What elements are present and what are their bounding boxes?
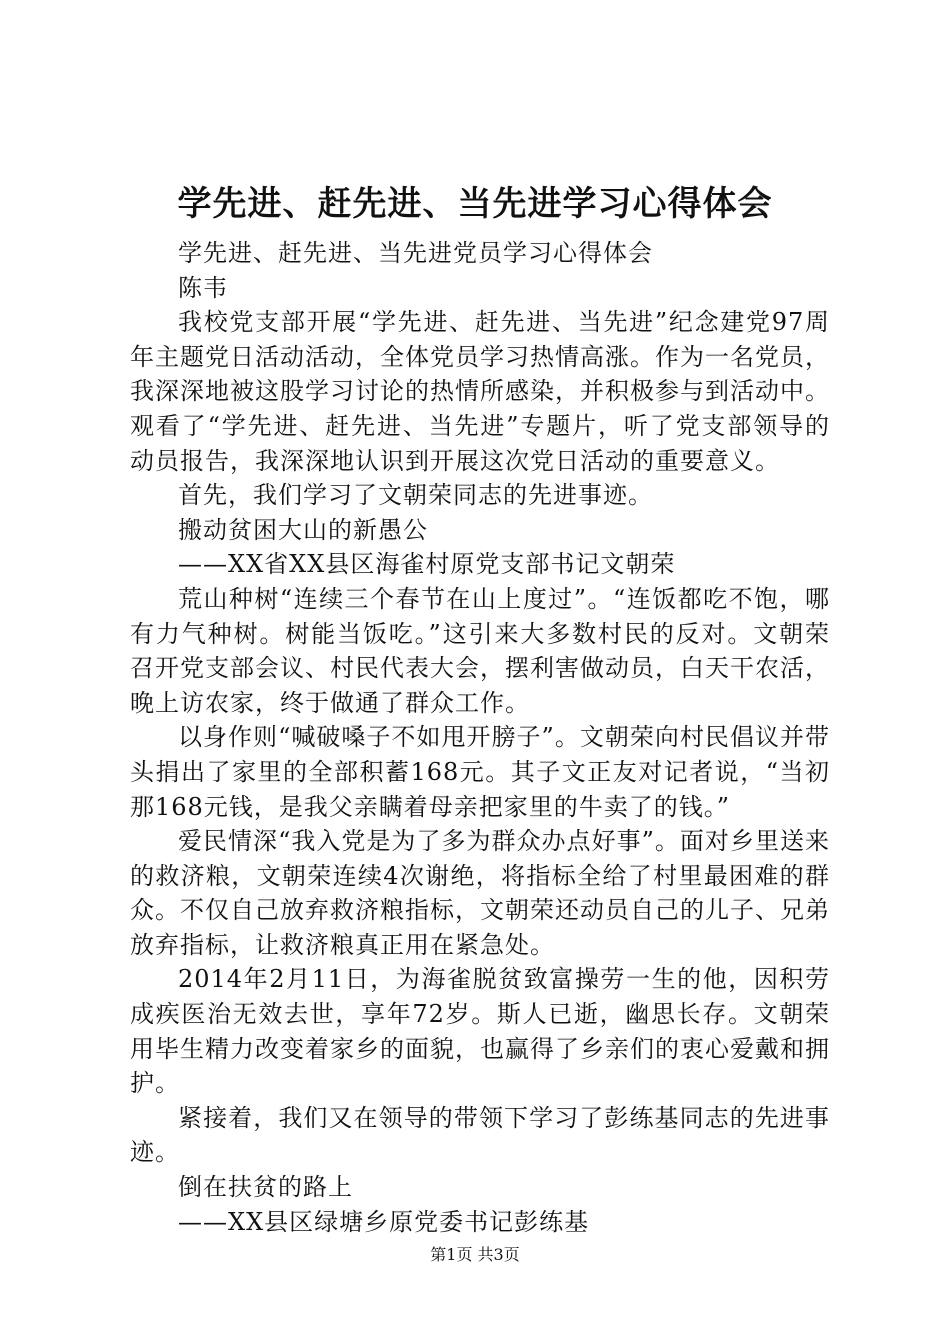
document-title: 学先进、赶先进、当先进学习心得体会 [177,184,773,224]
body-paragraph: 以身作则“喊破嗓子不如甩开膀子”。文朝荣向村民倡议并带头捐出了家里的全部积蓄168元。其子文正友对记者说，“当初那168元钱，是我父亲瞒着母亲把家里的牛卖了的钱。” [130,723,830,821]
subtitle-paragraph: 学先进、赶先进、当先进党员学习心得体会 [178,239,653,267]
body-paragraph: 紧接着，我们又在领导的带领下学习了彭练基同志的先进事迹。 [130,1103,830,1167]
body-paragraph: 首先，我们学习了文朝荣同志的先进事迹。 [178,481,653,510]
section-heading: 搬动贫困大山的新愚公 [178,515,428,544]
body-paragraph: 荒山种树“连续三个春节在山上度过”。“连饭都吃不饱，哪有力气种树。树能当饭吃。”这引来大多数村民的反对。文朝荣召开党支部会议、村民代表大会，摆利害做动员，白天干农活，晚上访农家，终于做通了群众工作。 [130,584,830,717]
page-number-footer: 第1页 共3页 [430,1245,520,1264]
section-subheading: ——XX省XX县区海雀村原党支部书记文朝荣 [178,550,676,579]
author-paragraph: 陈韦 [178,273,228,302]
section-subheading: ——XX县区绿塘乡原党委书记彭练基 [178,1207,590,1236]
body-paragraph: 爱民情深“我入党是为了多为群众办点好事”。面对乡里送来的救济粮，文朝荣连续4次谢绝，将指标全给了村里最困难的群众。不仅自己放弃救济粮指标，文朝荣还动员自己的儿子、兄弟放弃指标，让救济粮真正用在紧急处。 [130,827,830,959]
document-body [130,236,830,1239]
section-heading: 倒在扶贫的路上 [178,1173,353,1202]
body-paragraph: 2014年2月11日，为海雀脱贫致富操劳一生的他，因积劳成疾医治无效去世，享年72岁。斯人已逝，幽思长存。文朝荣用毕生精力改变着家乡的面貌，也赢得了乡亲们的衷心爱戴和拥护。 [130,965,830,1098]
body-paragraph: 我校党支部开展“学先进、赶先进、当先进”纪念建党97周年主题党日活动活动，全体党员学习热情高涨。作为一名党员，我深深地被这股学习讨论的热情所感染，并积极参与到活动中。观看了“学先进、赶先进、当先进”专题片，听了党支部领导的动员报告，我深深地认识到开展这次党日活动的重要意义。 [130,308,830,475]
